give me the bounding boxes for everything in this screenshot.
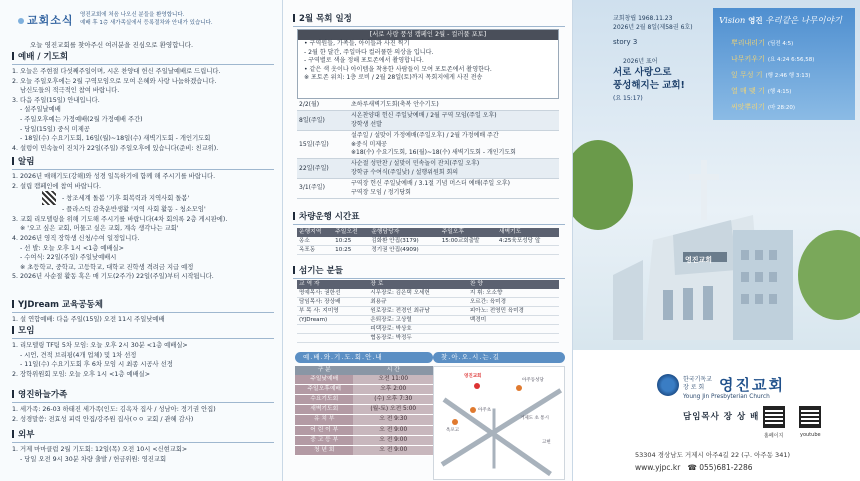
- table-cell: 백경미: [468, 316, 559, 325]
- column-header: 새벽기도: [497, 228, 559, 237]
- column-header: 교 역 자: [297, 280, 368, 289]
- worship-times-table: [295, 366, 433, 456]
- table-row: [297, 246, 559, 255]
- schedule-detail: [349, 179, 559, 199]
- section-line: - 수여식: 22일(주일) 주일낮예배시: [20, 254, 117, 262]
- table-cell: [440, 246, 497, 255]
- map-label: 아주초: [478, 408, 492, 413]
- schedule-date: 3/1(주일): [297, 179, 349, 199]
- schedule-line: 사순절 성만찬 / 설맞이 민속놀이 잔치(주일 오후): [351, 160, 480, 168]
- schedule-line: 구역장 헌신 주일낮예배 / 3.1절 기념 머스더 예배(주일 오후): [351, 180, 511, 188]
- table-header-row: [297, 228, 559, 237]
- worship-name: 어 린 이 부: [295, 425, 353, 435]
- denomination-line: 한국기독교: [683, 376, 712, 383]
- column-header: 장 로: [368, 280, 468, 289]
- table-cell: 옥포동: [297, 246, 333, 255]
- worship-name: 중 고 등 부: [295, 435, 353, 445]
- church-logo-icon: [657, 374, 679, 396]
- vision-prefix: Vision: [719, 16, 746, 26]
- table-cell: 10:25: [333, 237, 369, 246]
- table-cell: 15:00교회출발: [440, 237, 497, 246]
- section-line: - 주일오후예는 가정예배(2월 가정예배 주간): [20, 115, 143, 123]
- table-cell: 은퇴장로: 고상렬: [368, 316, 468, 325]
- column-header: 시 간: [353, 366, 433, 375]
- section-line: 1. 리모델링 TF팀 5차 모임: 오늘 오후 2시 30분 <1층 예배실>: [12, 342, 188, 349]
- news-note-line: 영진교회에 처음 나오신 분들을 환영합니다.: [80, 12, 185, 18]
- map-label: 고현: [542, 440, 551, 445]
- table-row: [297, 325, 559, 334]
- map-pin-icon: [516, 385, 522, 391]
- vision-item-ref: (요 4:24 6:56,58): [767, 57, 815, 63]
- section-line: 남신도들의 적극적인 참여 바랍니다.: [20, 87, 120, 95]
- news-note-line: 예배 후 1층 새가족실에서 등록절차와 안내가 있습니다.: [80, 20, 213, 26]
- worship-row: [295, 395, 433, 405]
- schedule-line: 장학생 선발: [351, 120, 382, 128]
- worship-name: 유 치 부: [295, 415, 353, 425]
- table-row: [297, 237, 559, 246]
- worship-name: 청 년 회: [295, 446, 353, 456]
- table-header-row: [295, 366, 433, 375]
- contact-line: [635, 463, 753, 472]
- campaign-line: [12, 191, 274, 205]
- schedule-line: 구역장 모임 / 정기당회: [351, 188, 411, 196]
- vision-box: [713, 8, 855, 120]
- worship-time: 오 전 9:00: [353, 435, 433, 445]
- schedule-row: [297, 131, 559, 159]
- welcome-text: 오늘 영진교회를 찾아주신 여러분을 진심으로 환영합니다.: [30, 41, 194, 49]
- story-label: story 3: [613, 38, 638, 46]
- vision-item-ref: (행 4:15): [767, 89, 792, 95]
- table-cell: 김화환 안집(3179): [369, 237, 439, 246]
- campaign-box-header: [서로 사랑 풍성 캠페인 2월 - 컬러풀 포토]: [298, 30, 558, 40]
- campaign-line: ※ 포토존 위치: 1층 로비 / 2월 28일(토)까지 목회지에게 사진 전송: [304, 74, 483, 82]
- table-cell: 정기권 안집(4909): [369, 246, 439, 255]
- cover-panel: [573, 0, 860, 481]
- section-line: 2. 장학위원회 모임: 오늘 오후 1시 <1층 예배실>: [12, 370, 151, 378]
- table-row: [297, 298, 559, 307]
- map-pin-icon: [470, 407, 476, 413]
- section-line: 2. 오늘 주일오후에는 2월 구역모임으로 모여 은혜와 사랑 나눔하겠습니다.: [12, 77, 217, 85]
- worship-row: [295, 435, 433, 445]
- table-cell: 피아노: 전영민 육미경: [468, 307, 559, 316]
- section-line: - 11일(수) 수요기도회 후 6차 모임 시 최종 시공사 선정: [20, 361, 173, 369]
- vision-title: [719, 14, 842, 26]
- section-line: 1. 세가족: 26-03 하태진 세가족(인도: 김옥자 집사 / 성남아: 정기권 안집): [12, 406, 216, 413]
- vision-title-text: 우리같은 나무이야기: [765, 16, 842, 26]
- section-line: 4. 2026년 영직 장학생 신청/수여 일정입니다.: [12, 234, 140, 242]
- table-cell: 협동장로: 박정두: [368, 334, 468, 343]
- church-name-english: Young Jin Presbyterian Church: [683, 394, 770, 400]
- worship-time: 오후 2:00: [353, 384, 433, 394]
- month-section: [293, 14, 565, 27]
- section-meeting: [12, 326, 274, 379]
- bullet-icon: [18, 18, 24, 24]
- vision-item-label: 뿌리내리기: [731, 39, 765, 47]
- schedule-date: 2/2(월): [297, 100, 349, 111]
- table-cell: 원로장로: 전경인 최규남: [368, 307, 468, 316]
- vision-item: [731, 38, 793, 48]
- vision-item-label: 씨앗뿌리기: [731, 103, 765, 111]
- column-header: 운행지역: [297, 228, 333, 237]
- map-label: 옥포고: [446, 428, 460, 433]
- year-motto-label: 2026년 표어: [623, 58, 658, 65]
- directions: [433, 352, 565, 480]
- founded-line: 교회창립 1968.11.23: [613, 15, 673, 22]
- section-title: 섬기는 분들: [293, 266, 565, 279]
- vehicle-section: [293, 212, 565, 225]
- table-cell: [297, 325, 368, 334]
- worship-row: [295, 375, 433, 385]
- campaign-line: - 구역별로 색을 정해 포토존에서 촬영합니다.: [304, 57, 424, 65]
- section-line: ※ 초등학교, 중학교, 고등학교, 대학교 진학생 격려금 지급 예정: [20, 263, 194, 271]
- section-line: - 설주일날예배: [20, 106, 61, 114]
- founded-info: [613, 14, 693, 32]
- section-line: - 당일 오전 9시 30분 차량 출발 / 헌금위원: 영진교회: [20, 455, 167, 463]
- section-line: - 당일(15일) 중식 미제공: [20, 125, 90, 133]
- schedule-line: 장학금 수여식(주일낮) / 설행위원회 회의: [351, 168, 459, 176]
- section-line: 1. 오늘은 주현절 다섯째주일이며, 시온 찬양대 헌신 주일날예배로 드립니다.: [12, 68, 221, 75]
- schedule-line: 설주일 / 설맞이 가정예배(주일오후) / 2월 가정예배 주간: [351, 132, 499, 140]
- motto-line: 서로 사랑으로: [613, 67, 672, 78]
- worship-time: 오 전 9:00: [353, 425, 433, 435]
- section-line: 1. 설 연합예배: 다음 주일(15일) 오전 11시 주일낮예배: [12, 316, 165, 323]
- vision-item: [731, 54, 814, 64]
- homepage-qr-icon[interactable]: [763, 406, 785, 428]
- table-cell: 부 목 사: 지미영: [297, 307, 368, 316]
- vision-item-ref: (행 2:46 행 3:13): [765, 73, 811, 79]
- qr-label: 홈페이지: [764, 433, 784, 439]
- church-sign: 영진교회: [685, 256, 713, 264]
- section-title: 차량운행 시간표: [293, 212, 565, 225]
- section-title: 예배 / 기도회: [12, 52, 274, 65]
- tree-illustration: [798, 230, 860, 320]
- senior-pastor: 담임목사 장 상 배: [683, 412, 760, 422]
- schedule-row: [297, 179, 559, 199]
- section-line: 2. 설립 캠페인에 참여 바랍니다.: [12, 182, 102, 190]
- table-cell: 10:25: [333, 246, 369, 255]
- news-header: [18, 8, 270, 38]
- column-header: 찬 양: [468, 280, 559, 289]
- qr-code-icon: [42, 191, 56, 205]
- table-row: [297, 316, 559, 325]
- column-header: 운행담당자: [369, 228, 439, 237]
- section-education: [12, 300, 274, 325]
- map-label: 영진교회: [464, 374, 482, 379]
- worship-time: (월-토) 오전 5:00: [353, 405, 433, 415]
- vision-badge: 영진: [748, 16, 763, 25]
- schedule-line: ※중식 미제공: [351, 140, 387, 148]
- section-notice: [12, 157, 274, 282]
- section-external: [12, 430, 274, 464]
- table-cell: [468, 334, 559, 343]
- section-title: YJDream 교육공동체: [12, 300, 274, 313]
- campaign-box: [297, 29, 559, 99]
- map-label: 거제도 초 통시: [520, 416, 549, 421]
- schedule-line: 초하루새벽기도회(축복 안수기도): [351, 101, 439, 108]
- vision-item-label: 열 매 맺 기: [731, 87, 765, 95]
- worship-times: [295, 352, 433, 480]
- table-cell: 최용규: [368, 298, 468, 307]
- worship-row: [295, 425, 433, 435]
- schedule-row: [297, 100, 559, 111]
- section-title: 모임: [12, 326, 274, 339]
- section-title: 영진하늘가족: [12, 390, 274, 403]
- campaign-line: • 구역원들, 가족들, 아이들과 사진 찍기: [304, 40, 410, 47]
- worship-time: 오 전 9:00: [353, 446, 433, 456]
- worship-times-title: 예.배.와.기.도.회.안.내: [295, 352, 433, 363]
- section-line: - 플라스틱 감축운반생활 '지역 사회 활동 - 청소모임': [62, 206, 206, 214]
- news-title-text: 교회소식: [27, 14, 74, 27]
- map-road: [493, 409, 496, 469]
- section-line: 1. 2026년 매해기도(강해)와 성경 일독하기에 함께 해 주시기를 바랍니다.: [12, 173, 216, 180]
- map-road: [443, 397, 552, 476]
- section-line: 5. 2026년 사순절 활동 혹은 매 기도(2주가) 22일(주일)부터 시작됩니다.: [12, 273, 214, 281]
- map-label: 아주동성당: [522, 378, 544, 383]
- vision-item-ref: (딤전 4:5): [767, 41, 794, 47]
- table-cell: (YJDream): [297, 316, 368, 325]
- section-line: 2. 성경말씀: 전효성 피력 안집/강주원 집사(ㅇㅇ 교회 / 관혜 감사): [12, 415, 194, 423]
- schedule-row: [297, 159, 559, 179]
- section-line: 1. 거제 마마클럽 2월 기도회: 12일(목) 오전 10시 <신현교회>: [12, 446, 188, 453]
- worship-name: 주일오후예배: [295, 384, 353, 394]
- worship-name: 수요기도회: [295, 395, 353, 405]
- section-line: - 선 발: 오늘 오후 1시 <1층 예배실>: [20, 244, 124, 252]
- campaign-line: - 2월 한 달간, 주일마다 컬러풀한 의상을 입니다.: [304, 48, 434, 56]
- map-pin-icon: [452, 419, 458, 425]
- section-line: 4. 설렁이 민속놀이 진치가 22일(주일) 주일오후에 있습니다(준비: 친교위).: [12, 144, 219, 152]
- schedule-line: 시온찬양대 헌신 주일낮예배 / 2월 구역 모임(주일 오후): [351, 112, 497, 120]
- worship-row: [295, 415, 433, 425]
- worship-time: 오 전 9:30: [353, 415, 433, 425]
- table-cell: 담임목사: 장상배: [297, 298, 368, 307]
- vehicle-table: [297, 228, 559, 255]
- table-cell: 피택장로: 박상호: [368, 325, 468, 334]
- section-line: 3. 다음 주일(15일) 안내입니다.: [12, 96, 100, 104]
- section-title: 2월 목회 일정: [293, 14, 565, 27]
- schedule-detail: [349, 111, 559, 131]
- schedule-date: 15일(주일): [297, 131, 349, 159]
- worship-time: (수) 오후 7:30: [353, 395, 433, 405]
- section-title: 알림: [12, 157, 274, 170]
- church-pin-icon: [474, 383, 480, 389]
- servants-section: [293, 266, 565, 279]
- phone-number[interactable]: ☎ 055)681-2286: [687, 463, 753, 472]
- worship-name: 주일낮예배: [295, 375, 353, 385]
- motto-reference: (요 15:17): [613, 95, 643, 102]
- church-name: 영진교회: [719, 376, 785, 394]
- news-note: [80, 11, 213, 27]
- schedule-date: 8일(주일): [297, 111, 349, 131]
- worship-row: [295, 384, 433, 394]
- section-line: ※ '오고 싶은 교회, 머물고 싶은 교회, 계속 생각나는 교회': [20, 225, 179, 233]
- directions-title: 찾.아.오.시.는.길: [433, 352, 565, 363]
- denomination: [683, 376, 712, 391]
- schedule-detail: [349, 159, 559, 179]
- table-row: [297, 289, 559, 298]
- vision-item-label: 나무키우기: [731, 55, 765, 63]
- vision-item-ref: (마 28:20): [767, 105, 796, 111]
- section-line: - 18일(수) 수요기도회, 16일(월)~18일(수) 새벽기도회 - 개인기도회: [20, 135, 211, 143]
- table-row: [297, 307, 559, 316]
- church-address: 53304 경상남도 거제시 아주4길 22 (구. 아주동 341): [635, 451, 790, 459]
- vision-item: [731, 86, 791, 96]
- table-cell: 시무장로: 김은택 오세헌: [368, 289, 468, 298]
- news-panel: [0, 0, 283, 481]
- worship-row: [295, 405, 433, 415]
- worship-name: 새벽기도회: [295, 405, 353, 415]
- denomination-line: 장 로 회: [683, 383, 705, 391]
- section-title: 외부: [12, 430, 274, 443]
- table-cell: 오르간: 육미경: [468, 298, 559, 307]
- youtube-qr-icon[interactable]: [799, 406, 821, 428]
- column-header: 주일오전: [333, 228, 369, 237]
- table-row: [297, 334, 559, 343]
- table-cell: [468, 325, 559, 334]
- worship-row: [295, 446, 433, 456]
- issue-line: 2026년 2월 8일(제58권 6호): [613, 24, 693, 31]
- schedule-row: [297, 111, 559, 131]
- church-building: [613, 160, 803, 340]
- table-cell: 4:25육포성당 앞: [497, 237, 559, 246]
- schedule-table: [297, 100, 559, 199]
- motto-line: 풍성해지는 교회!: [613, 80, 685, 91]
- schedule-detail: [349, 100, 559, 111]
- vision-item-label: 잎 무성 기: [731, 71, 763, 79]
- vision-item: [731, 102, 795, 112]
- section-line: - 시언, 견적 브리핑(4개 업체) 및 1차 선정: [20, 351, 137, 359]
- section-line: 3. 교회 리모델링을 위해 기도해 주시기를 바랍니다(4차 회의록 2층 게시판에).: [12, 215, 228, 223]
- table-cell: 명예목사: 권한선: [297, 289, 368, 298]
- table-header-row: [297, 280, 559, 289]
- table-cell: [297, 334, 368, 343]
- table-cell: 지 휘: 오소향: [468, 289, 559, 298]
- column-header: 주일오후: [440, 228, 497, 237]
- schedule-date: 22일(주일): [297, 159, 349, 179]
- campaign-line: • 같은 색 옷이나 아이템을 착용한 사람들이 모여 포토존에서 촬영한다.: [304, 65, 492, 73]
- worship-time: 오전 11:00: [353, 375, 433, 385]
- schedule-line: ※18(수) 수요기도회, 16(월)~18(수) 새벽기도회 - 개인기도회: [351, 149, 516, 157]
- qr-label: youtube: [800, 432, 821, 438]
- schedule-panel: [283, 0, 573, 481]
- schedule-detail: [349, 131, 559, 159]
- section-family: [12, 390, 274, 424]
- table-cell: [497, 246, 559, 255]
- section-line: - 창조세계 돌봄 '기후 회복력과 지역사회 돌봄': [62, 195, 190, 203]
- table-cell: 옹소: [297, 237, 333, 246]
- servants-table: [297, 280, 559, 343]
- news-title: [18, 12, 74, 28]
- vision-item: [731, 70, 810, 80]
- website-link[interactable]: www.yjpc.kr: [635, 463, 681, 472]
- section-worship: [12, 52, 274, 153]
- year-motto: [613, 66, 685, 105]
- location-map[interactable]: [433, 366, 565, 480]
- column-header: 구 분: [295, 366, 353, 375]
